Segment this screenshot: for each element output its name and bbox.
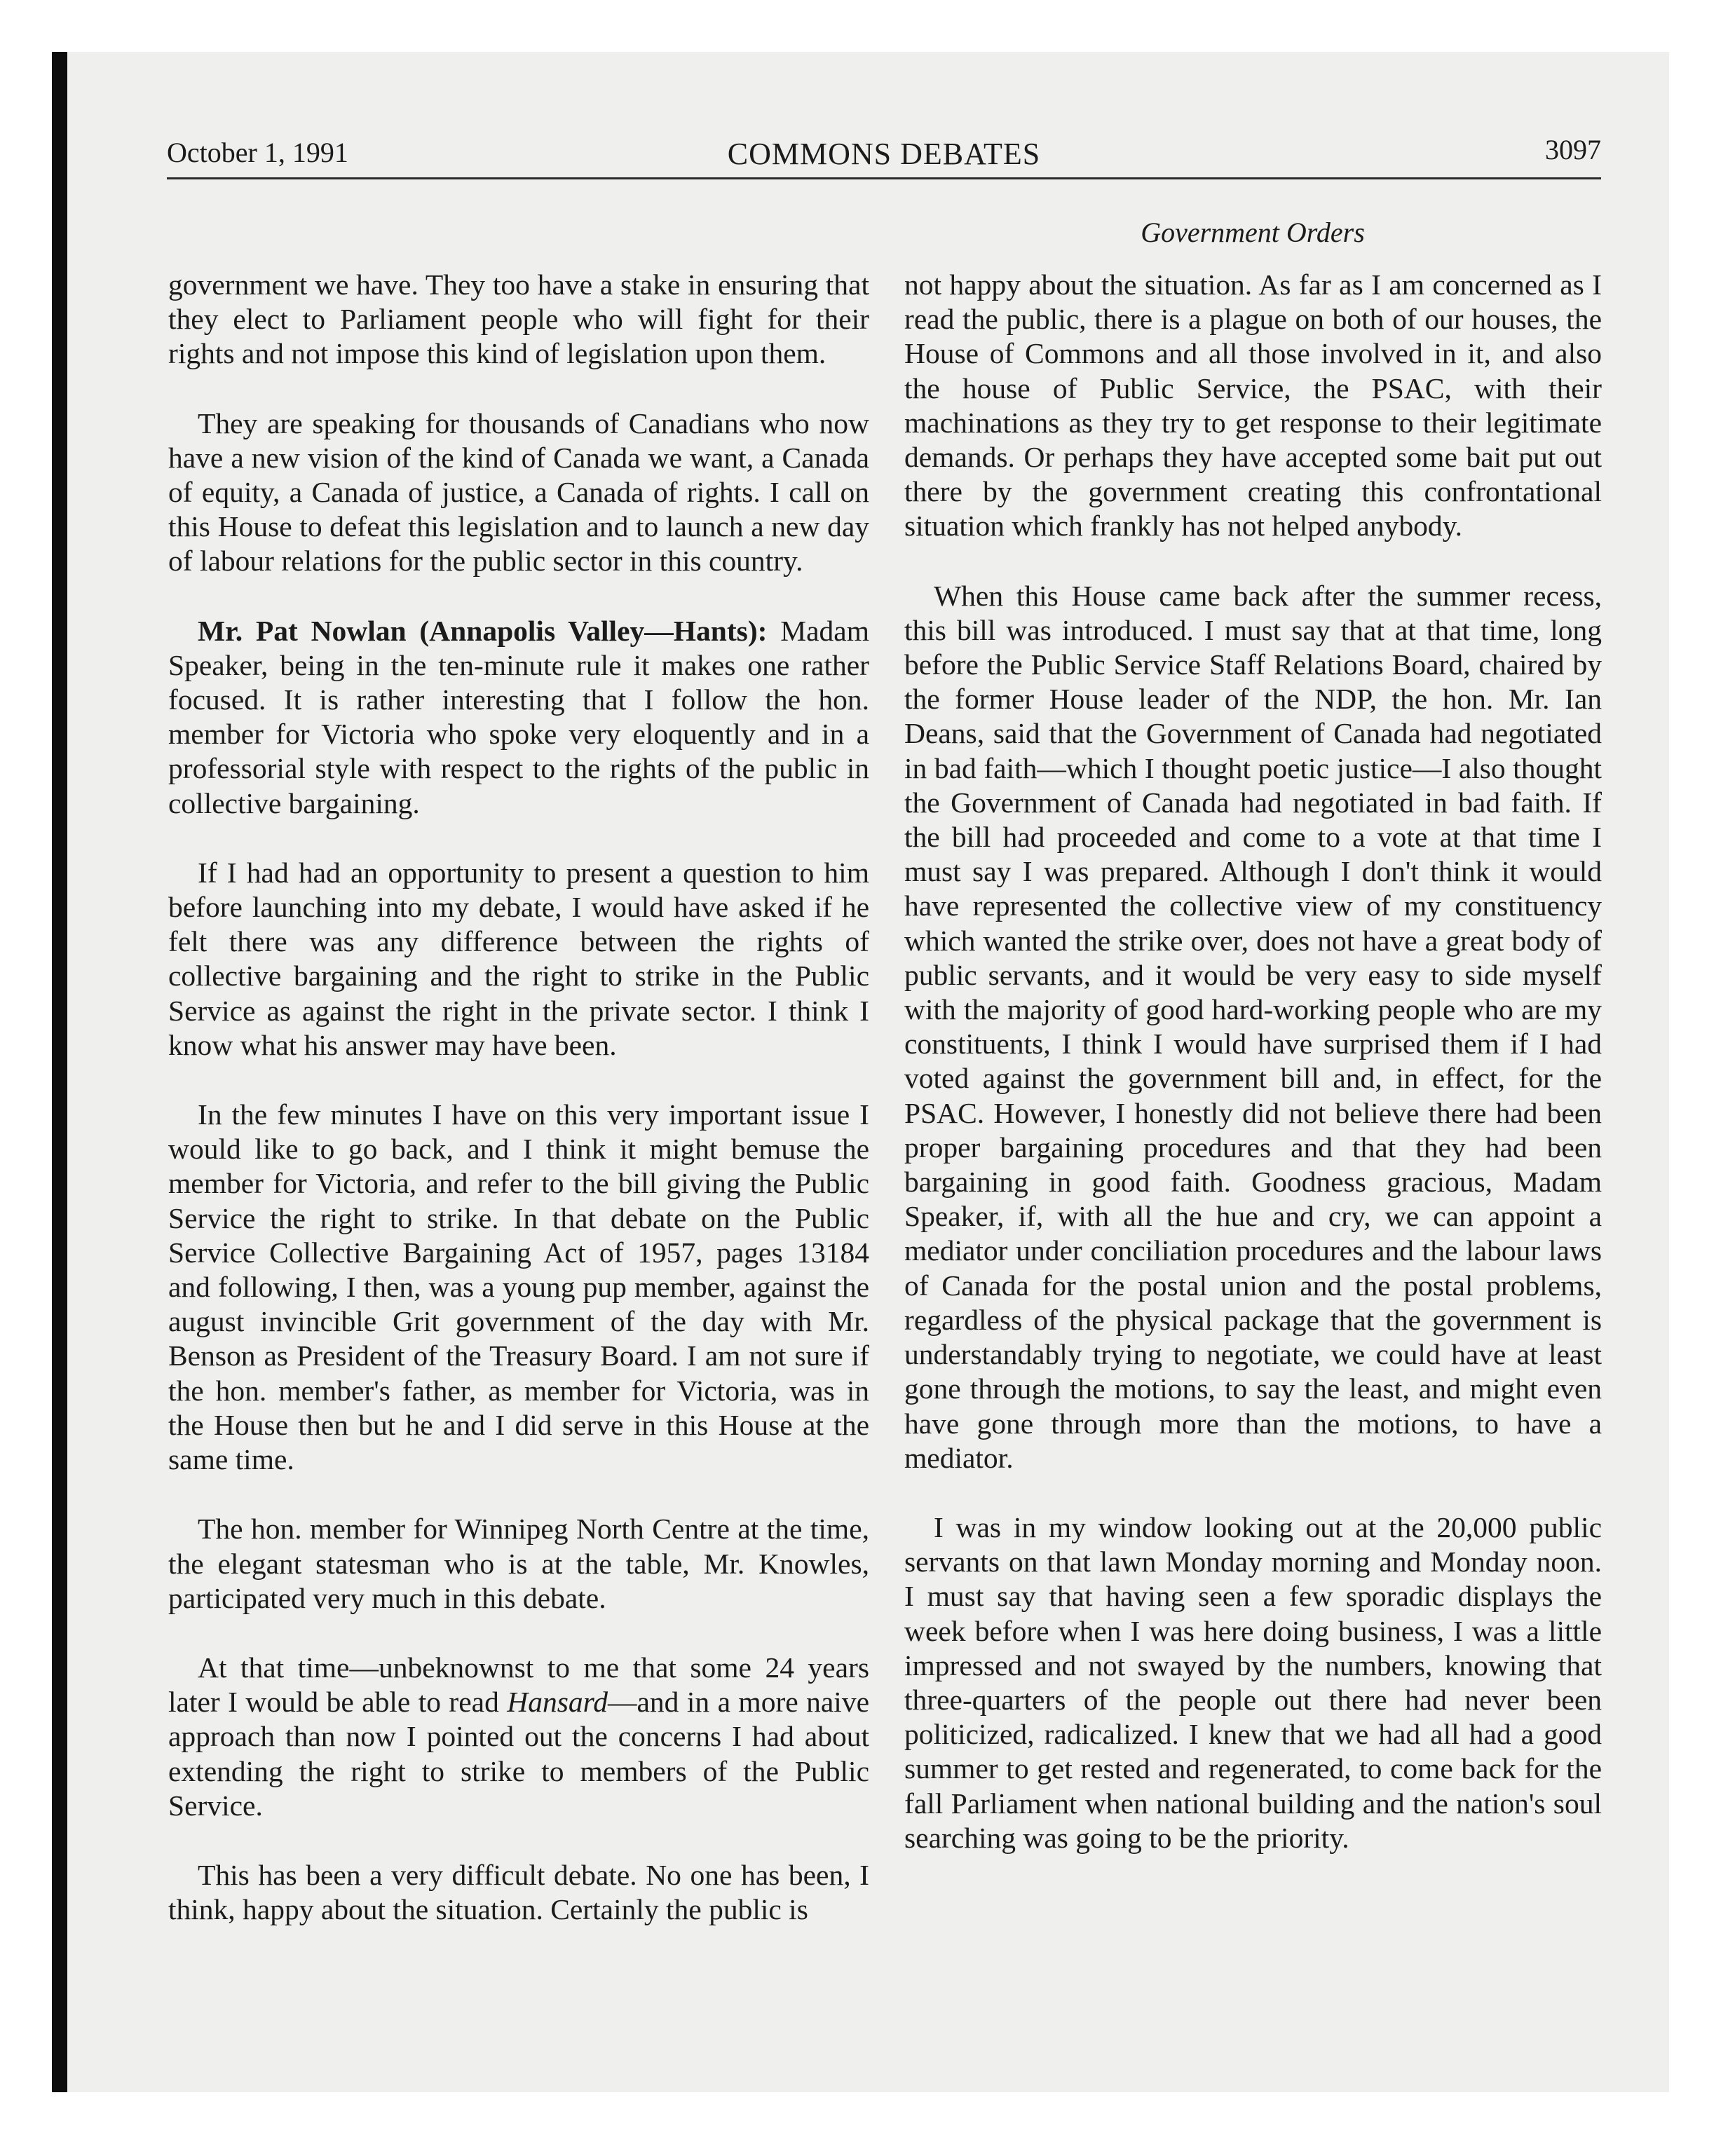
left-column xyxy=(168,268,869,1962)
paragraph: They are speaking for thousands of Canadians who now have a new vision of the kind of Canada we want, a Canada of equity, a Canada of justice, a Canada of rights. I call on this House to defeat this legislation and to launch a new day of labour relations for the public sector in this country. xyxy=(168,407,869,578)
right-column xyxy=(904,268,1602,1890)
hansard-title: Hansard xyxy=(507,1686,608,1719)
paragraph: When this House came back after the summer recess, this bill was introduced. I must say that at that time, long before the Public Service Staff Relations Board, chaired by the former House leader of the NDP, the hon. Mr. Ian Deans, said that the Government of Canada had negotiated in bad faith—which I thought poetic justice—I also thought the Government of Canada had negotiated in bad faith. If the bill had proceeded and come to a vote at that time I must say I was prepared. Although I don't think it would have represented the collective view of my constituency which wanted the strike over, does not have a great body of public servants, and it would be very easy to side myself with the majority of good hard-working people who are my constituents, I think I would have surprised them if I had voted against the government bill and, in effect, for the PSAC. However, I honestly did not believe there had been proper bargaining procedures and that they had been bargaining in good faith. Goodness gracious, Madam Speaker, if, with all the hue and cry, we can appoint a mediator under conciliation procedures and the labour laws of Canada for the postal union and the postal problems, regardless of the physical package that the government is understandably trying to negotiate, we could have at least gone through the motions, to say the least, and might even have gone through more than the motions, to have a mediator. xyxy=(904,579,1602,1474)
paragraph: not happy about the situation. As far as I am concerned as I read the public, there is a plague on both of our houses, the House of Commons and all those involved in it, and also the house of Public Service, the PSAC, with their machinations as they try to get response to their legitimate demands. Or perhaps they have accepted some bait put out there by the government creating this confrontational situation which frankly has not helped anybody. xyxy=(904,268,1602,543)
header-title: COMMONS DEBATES xyxy=(727,137,1041,171)
paragraph: I was in my window looking out at the 20,000 public servants on that lawn Monday morning and Monday noon. I must say that having seen a few sporadic displays the week before when I was here doing business, I was a little impressed and not swayed by the numbers, knowing that three-quarters of the people out there had never been politicized, radicalized. I knew that we had all had a good summer to get rested and regenerated, to come back for the fall Parliament when national building and the nation's soul searching was going to be the priority. xyxy=(904,1510,1602,1854)
paragraph: If I had had an opportunity to present a question to him before launching into my debate, I would have asked if he felt there was any difference between the rights of collective bargaining and the right to strike in the Public Service as against the right in the private sector. I think I know what his answer may have been. xyxy=(168,856,869,1061)
text-run: —and in a more naive approach than now I pointed out the concerns I had about extending the right to strike to members of the Public Service. xyxy=(168,1686,869,1822)
paragraph: This has been a very difficult debate. No one has been, I think, happy about the situation. Certainly the public is xyxy=(168,1858,869,1926)
binding-edge xyxy=(52,52,67,2092)
paragraph-speaker-intro xyxy=(168,614,869,821)
running-head xyxy=(167,133,1601,175)
text-run: At that time—unbeknownst to me that some 24 years later I would be able to read xyxy=(168,1651,869,1719)
page-number: 3097 xyxy=(1545,134,1601,165)
header-date: October 1, 1991 xyxy=(167,137,348,168)
paragraph xyxy=(168,1651,869,1823)
header-rule xyxy=(167,177,1601,179)
paragraph: The hon. member for Winnipeg North Centre at the time, the elegant statesman who is at the table, Mr. Knowles, participated very much in this debate. xyxy=(168,1513,869,1614)
section-title: Government Orders xyxy=(1141,217,1365,248)
paragraph: In the few minutes I have on this very important issue I would like to go back, and I think it might bemuse the member for Victoria, and refer to the bill giving the Public Service the right to strike. In that debate on the Public Service Collective Bargaining Act of 1957, pages 13184 and following, I then, was a young pup member, against the august invincible Grit government of the day with Mr. Benson as President of the Treasury Board. I am not sure if the hon. member's father, as member for Victoria, was in the House then but he and I did serve in this House at the same time. xyxy=(168,1098,869,1476)
speaker-name: Mr. Pat Nowlan (Annapolis Valley—Hants): xyxy=(198,614,768,647)
paragraph: government we have. They too have a stake in ensuring that they elect to Parliament people who will fight for their rights and not impose this kind of legislation upon them. xyxy=(168,268,869,370)
speech-text: Madam Speaker, being in the ten-minute rule it makes one rather focused. It is rather interesting that I follow the hon. member for Victoria who spoke very eloquently and in a professorial style with respect to the rights of the public in collective bargaining. xyxy=(168,614,869,819)
